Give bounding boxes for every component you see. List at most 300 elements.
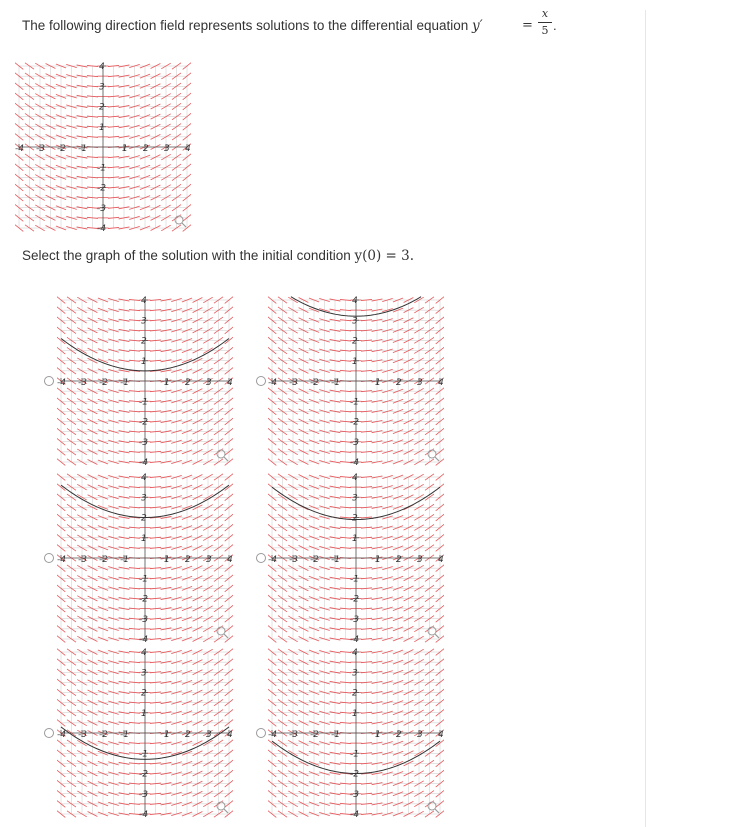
- option-b-slope-mark: [361, 431, 372, 432]
- option-d-x-tick-label: 1: [375, 555, 381, 565]
- option-e-slope-mark: [129, 722, 140, 723]
- option-d-slope-mark: [361, 517, 372, 518]
- option-c-slope-mark: [129, 588, 140, 589]
- main-slope-mark: [108, 86, 119, 87]
- option-c-slope-mark: [150, 527, 161, 528]
- option-c-y-tick-label: -2: [139, 594, 148, 605]
- option-a-y-tick-label: 1: [141, 356, 147, 367]
- main-slope-mark: [108, 157, 119, 158]
- option-c-slope-mark: [150, 507, 161, 508]
- option-c-graph[interactable]: [57, 473, 233, 643]
- main-slope-mark: [87, 197, 98, 198]
- option-b-slope-mark: [361, 401, 372, 402]
- option-f-y-tick-label: 1: [352, 708, 358, 719]
- option-b-x-tick-label: 4: [438, 378, 444, 388]
- main-slope-mark: [87, 106, 98, 107]
- option-f-slope-mark: [361, 763, 372, 764]
- option-b-slope-mark: [361, 461, 372, 462]
- option-c-y-tick-label: 4: [141, 473, 147, 483]
- option-d-y-tick-label: 2: [352, 513, 358, 524]
- question-equals: =: [522, 18, 533, 33]
- option-d-x-tick-label: 3: [417, 555, 423, 565]
- option-b-slope-mark: [340, 299, 351, 300]
- option-c-x-tick-label: -1: [120, 555, 129, 565]
- option-c-slope-mark: [150, 568, 161, 569]
- option-d-y-tick-label: -4: [350, 635, 359, 643]
- option-c-slope-mark: [129, 476, 140, 477]
- option-d-slope-mark: [361, 618, 372, 619]
- option-a-slope-mark: [150, 310, 161, 311]
- option-e-y-tick-label: 1: [141, 708, 147, 719]
- option-b-x-tick-label: -3: [289, 378, 298, 388]
- option-d-slope-mark: [361, 588, 372, 589]
- main-x-tick-label: -1: [78, 144, 87, 154]
- main-slope-mark: [87, 217, 98, 218]
- main-slope-mark: [87, 86, 98, 87]
- main-y-tick-label: -2: [97, 183, 106, 194]
- main-slope-mark: [87, 96, 98, 97]
- option-d-x-tick-label: -4: [268, 555, 277, 565]
- option-e-y-tick-label: -3: [139, 789, 148, 800]
- main-slope-mark: [108, 106, 119, 107]
- option-e-zoom-icon-lens: [217, 802, 225, 810]
- option-c-zoom-icon-lens: [217, 627, 225, 635]
- main-slope-mark: [87, 126, 98, 127]
- option-e-slope-mark: [129, 682, 140, 683]
- option-c-slope-mark: [150, 598, 161, 599]
- option-b-slope-mark: [361, 350, 372, 351]
- option-a-zoom-icon-lens: [217, 450, 225, 458]
- option-b-slope-mark: [340, 360, 351, 361]
- option-b-y-tick-label: 3: [352, 316, 358, 327]
- option-c-x-tick-label: -2: [99, 555, 108, 565]
- option-d-slope-mark: [361, 608, 372, 609]
- option-f-x-tick-label: 2: [396, 730, 402, 740]
- option-e-slope-mark: [150, 651, 161, 652]
- main-y-tick-label: 2: [99, 102, 105, 113]
- option-d-slope-mark: [361, 527, 372, 528]
- option-b-slope-mark: [361, 451, 372, 452]
- option-a-slope-mark: [150, 360, 161, 361]
- question-fraction: [538, 7, 552, 38]
- main-zoom-icon-lens: [175, 216, 183, 224]
- option-a-slope-mark: [150, 299, 161, 300]
- option-d-x-tick-label: -1: [331, 555, 340, 565]
- option-c-slope-mark: [129, 628, 140, 629]
- option-d-x-tick-label: -3: [289, 555, 298, 565]
- main-slope-mark: [108, 65, 119, 66]
- option-c-x-tick-label: 4: [227, 555, 233, 565]
- option-d-graph[interactable]: [268, 473, 444, 643]
- option-e-slope-mark: [150, 783, 161, 784]
- option-f-slope-mark: [361, 793, 372, 794]
- option-e-slope-mark: [129, 692, 140, 693]
- option-d-slope-mark: [340, 497, 351, 498]
- option-d-slope-mark: [340, 517, 351, 518]
- option-e-x-tick-label: 3: [206, 730, 212, 740]
- option-f-slope-mark: [340, 743, 351, 744]
- main-slope-mark: [87, 76, 98, 77]
- option-a-slope-mark: [129, 391, 140, 392]
- option-e-y-tick-label: -1: [139, 749, 148, 760]
- option-a-zoom-icon-handle: [224, 457, 228, 461]
- option-b-zoom-icon-lens: [428, 450, 436, 458]
- option-c-y-tick-label: 3: [141, 493, 147, 504]
- option-c-x-tick-label: 1: [164, 555, 170, 565]
- option-b-slope-mark: [361, 391, 372, 392]
- option-b-slope-mark: [361, 421, 372, 422]
- option-c-slope-mark: [150, 578, 161, 579]
- option-a-y-tick-label: -3: [139, 437, 148, 448]
- option-e-radio[interactable]: [44, 728, 54, 738]
- option-a-slope-mark: [129, 431, 140, 432]
- option-a-x-tick-label: 2: [185, 378, 191, 388]
- option-d-slope-mark: [340, 588, 351, 589]
- option-c-slope-mark: [129, 537, 140, 538]
- option-d-y-tick-label: 1: [352, 533, 358, 544]
- fraction-bar: [538, 22, 552, 23]
- option-e-slope-mark: [150, 692, 161, 693]
- option-d-slope-mark: [361, 476, 372, 477]
- option-f-y-tick-label: 3: [352, 668, 358, 679]
- option-d-slope-mark: [361, 628, 372, 629]
- option-f-slope-mark: [340, 783, 351, 784]
- option-a-slope-mark: [150, 320, 161, 321]
- option-a-x-tick-label: -4: [57, 378, 66, 388]
- option-f-slope-mark: [340, 672, 351, 673]
- option-d-y-tick-label: 4: [352, 473, 358, 483]
- option-f-slope-mark: [340, 803, 351, 804]
- option-a-x-tick-label: -1: [120, 378, 129, 388]
- main-slope-mark: [108, 76, 119, 77]
- option-f-slope-mark: [340, 651, 351, 652]
- option-f-zoom-icon-handle: [435, 809, 439, 813]
- option-f-slope-mark: [361, 672, 372, 673]
- option-a-y-tick-label: -1: [139, 397, 148, 408]
- option-f-x-tick-label: 4: [438, 730, 444, 740]
- option-b-x-tick-label: 3: [417, 378, 423, 388]
- option-e-x-tick-label: 4: [227, 730, 233, 740]
- option-c-slope-mark: [129, 527, 140, 528]
- option-c-slope-mark: [150, 638, 161, 639]
- option-b-zoom-icon-handle: [435, 457, 439, 461]
- main-x-tick-label: 1: [122, 144, 128, 154]
- option-f-slope-mark: [361, 692, 372, 693]
- main-y-tick-label: -1: [97, 163, 106, 174]
- option-d-zoom-icon-lens: [428, 627, 436, 635]
- option-c-y-tick-label: 2: [141, 513, 147, 524]
- option-c-slope-mark: [129, 497, 140, 498]
- option-a-slope-mark: [150, 421, 161, 422]
- option-a-radio[interactable]: [44, 376, 54, 386]
- option-f-slope-mark: [340, 722, 351, 723]
- option-d-x-tick-label: 2: [396, 555, 402, 565]
- option-f-slope-mark: [361, 682, 372, 683]
- option-e-y-tick-label: -2: [139, 769, 148, 780]
- main-slope-mark: [108, 126, 119, 127]
- option-b-radio[interactable]: [256, 376, 266, 386]
- option-a-slope-mark: [129, 411, 140, 412]
- main-x-tick-label: 4: [185, 144, 191, 154]
- option-a-slope-mark: [129, 350, 140, 351]
- option-f-y-tick-label: -4: [350, 810, 359, 818]
- direction-field-main: [15, 62, 191, 232]
- main-slope-mark: [87, 157, 98, 158]
- option-d-slope-mark: [361, 507, 372, 508]
- option-c-x-tick-label: 2: [185, 555, 191, 565]
- option-b-slope-mark: [340, 320, 351, 321]
- option-f-slope-mark: [340, 662, 351, 663]
- option-a-y-tick-label: -2: [139, 417, 148, 428]
- option-c-zoom-icon-handle: [224, 634, 228, 638]
- option-a-y-tick-label: 2: [141, 336, 147, 347]
- main-y-tick-label: 1: [99, 122, 105, 133]
- main-y-tick-label: -4: [97, 224, 106, 232]
- option-a-x-tick-label: -3: [78, 378, 87, 388]
- option-b-y-tick-label: -3: [350, 437, 359, 448]
- question-prefix: The following direction field represents solutions to the differential equation: [22, 18, 473, 33]
- option-d-y-tick-label: -3: [350, 614, 359, 625]
- option-e-slope-mark: [150, 682, 161, 683]
- main-slope-mark: [87, 65, 98, 66]
- option-f-graph[interactable]: [268, 648, 444, 818]
- option-a-x-tick-label: -2: [99, 378, 108, 388]
- option-f-slope-mark: [361, 753, 372, 754]
- prompt-text: [22, 248, 414, 264]
- option-a-slope-mark: [129, 360, 140, 361]
- option-a-slope-mark: [150, 411, 161, 412]
- option-c-x-tick-label: -4: [57, 555, 66, 565]
- option-a-slope-mark: [129, 451, 140, 452]
- option-d-slope-mark: [340, 547, 351, 548]
- option-d-y-tick-label: 3: [352, 493, 358, 504]
- option-d-slope-mark: [361, 497, 372, 498]
- option-b-slope-mark: [340, 391, 351, 392]
- option-b-slope-mark: [361, 370, 372, 371]
- main-slope-mark: [108, 167, 119, 168]
- option-e-slope-mark: [150, 702, 161, 703]
- option-c-y-tick-label: -1: [139, 574, 148, 585]
- option-f-slope-mark: [340, 712, 351, 713]
- main-x-tick-label: 2: [143, 144, 149, 154]
- option-e-slope-mark: [150, 672, 161, 673]
- option-e-slope-mark: [150, 753, 161, 754]
- option-b-slope-mark: [361, 320, 372, 321]
- option-f-x-tick-label: 3: [417, 730, 423, 740]
- option-d-slope-mark: [340, 487, 351, 488]
- option-f-x-tick-label: -4: [268, 730, 277, 740]
- question-period: .: [553, 18, 557, 33]
- option-e-slope-mark: [129, 743, 140, 744]
- option-f-slope-mark: [361, 662, 372, 663]
- option-b-slope-mark: [340, 330, 351, 331]
- option-c-slope-mark: [150, 537, 161, 538]
- main-zoom-icon-handle: [182, 223, 186, 227]
- option-c-slope-mark: [150, 608, 161, 609]
- option-d-slope-mark: [340, 537, 351, 538]
- option-d-slope-mark: [340, 507, 351, 508]
- option-f-slope-mark: [361, 712, 372, 713]
- option-e-slope-mark: [129, 763, 140, 764]
- option-d-slope-mark: [340, 608, 351, 609]
- option-b-slope-mark: [340, 431, 351, 432]
- option-c-x-tick-label: -3: [78, 555, 87, 565]
- prompt-label: Select the graph of the solution with the initial condition: [22, 248, 355, 263]
- option-b-slope-mark: [361, 330, 372, 331]
- option-b-y-tick-label: -4: [350, 458, 359, 466]
- option-e-slope-mark: [129, 803, 140, 804]
- option-e-slope-mark: [150, 763, 161, 764]
- option-d-slope-mark: [361, 487, 372, 488]
- option-b-x-tick-label: -1: [331, 378, 340, 388]
- option-a-slope-mark: [129, 299, 140, 300]
- fraction-numerator: x: [541, 7, 549, 20]
- main-x-tick-label: -2: [57, 144, 66, 154]
- option-f-x-tick-label: -2: [310, 730, 319, 740]
- option-f-slope-mark: [340, 702, 351, 703]
- main-y-tick-label: 3: [99, 82, 105, 93]
- option-a-slope-mark: [150, 451, 161, 452]
- option-e-slope-mark: [150, 712, 161, 713]
- option-e-slope-mark: [150, 803, 161, 804]
- option-c-slope-mark: [150, 547, 161, 548]
- option-b-slope-mark: [340, 310, 351, 311]
- option-f-x-tick-label: -3: [289, 730, 298, 740]
- option-d-slope-mark: [340, 628, 351, 629]
- option-a-slope-mark: [150, 330, 161, 331]
- option-b-y-tick-label: 1: [352, 356, 358, 367]
- option-a-slope-mark: [150, 350, 161, 351]
- option-c-y-tick-label: -3: [139, 614, 148, 625]
- option-a-slope-mark: [129, 330, 140, 331]
- option-a-y-tick-label: -4: [139, 458, 148, 466]
- option-c-y-tick-label: 1: [141, 533, 147, 544]
- option-d-slope-mark: [361, 578, 372, 579]
- option-f-y-tick-label: 4: [352, 648, 358, 658]
- option-b-slope-mark: [340, 411, 351, 412]
- option-d-y-tick-label: -2: [350, 594, 359, 605]
- option-c-slope-mark: [150, 588, 161, 589]
- option-e-y-tick-label: -4: [139, 810, 148, 818]
- option-d-x-tick-label: -2: [310, 555, 319, 565]
- option-b-x-tick-label: 2: [396, 378, 402, 388]
- option-f-slope-mark: [361, 702, 372, 703]
- option-d-radio[interactable]: [256, 553, 266, 563]
- option-e-y-tick-label: 3: [141, 668, 147, 679]
- option-c-slope-mark: [129, 487, 140, 488]
- option-b-slope-mark: [361, 411, 372, 412]
- option-c-radio[interactable]: [44, 553, 54, 563]
- option-b-slope-mark: [361, 360, 372, 361]
- option-d-x-tick-label: 4: [438, 555, 444, 565]
- main-y-tick-label: 4: [99, 62, 105, 72]
- option-d-slope-mark: [361, 537, 372, 538]
- option-e-slope-mark: [129, 712, 140, 713]
- option-f-y-tick-label: -2: [350, 769, 359, 780]
- option-e-slope-mark: [129, 702, 140, 703]
- option-e-slope-mark: [150, 722, 161, 723]
- option-c-slope-mark: [129, 547, 140, 548]
- main-slope-mark: [87, 116, 98, 117]
- main-slope-mark: [108, 217, 119, 218]
- option-a-slope-mark: [129, 340, 140, 341]
- main-x-tick-label: -3: [36, 144, 45, 154]
- option-b-y-tick-label: -2: [350, 417, 359, 428]
- option-b-graph[interactable]: [268, 296, 444, 466]
- main-slope-mark: [108, 227, 119, 228]
- option-c-y-tick-label: -4: [139, 635, 148, 643]
- option-e-slope-mark: [129, 651, 140, 652]
- initial-condition: y(0) = 3.: [354, 248, 414, 264]
- main-slope-mark: [87, 136, 98, 137]
- option-e-slope-mark: [150, 743, 161, 744]
- option-f-x-tick-label: -1: [331, 730, 340, 740]
- option-b-slope-mark: [340, 451, 351, 452]
- option-f-radio[interactable]: [256, 728, 266, 738]
- option-a-x-tick-label: 4: [227, 378, 233, 388]
- option-b-x-tick-label: -2: [310, 378, 319, 388]
- option-c-x-tick-label: 3: [206, 555, 212, 565]
- option-a-graph[interactable]: [57, 296, 233, 466]
- option-c-slope-mark: [129, 608, 140, 609]
- option-e-slope-mark: [129, 783, 140, 784]
- option-d-zoom-icon-handle: [435, 634, 439, 638]
- option-b-y-tick-label: -1: [350, 397, 359, 408]
- option-d-y-tick-label: -1: [350, 574, 359, 585]
- option-e-slope-mark: [129, 662, 140, 663]
- option-f-slope-mark: [361, 722, 372, 723]
- option-f-slope-mark: [340, 763, 351, 764]
- option-f-slope-mark: [361, 783, 372, 784]
- option-b-slope-mark: [361, 340, 372, 341]
- option-c-slope-mark: [150, 628, 161, 629]
- option-e-slope-mark: [150, 773, 161, 774]
- option-e-x-tick-label: -1: [120, 730, 129, 740]
- option-b-x-tick-label: -4: [268, 378, 277, 388]
- option-b-slope-mark: [340, 340, 351, 341]
- option-a-y-tick-label: 4: [141, 296, 147, 306]
- option-b-slope-mark: [361, 310, 372, 311]
- option-d-slope-mark: [361, 638, 372, 639]
- main-x-tick-label: 3: [164, 144, 170, 154]
- option-e-x-tick-label: 2: [185, 730, 191, 740]
- question-text: [22, 17, 483, 35]
- option-e-slope-mark: [129, 672, 140, 673]
- option-b-slope-mark: [340, 370, 351, 371]
- main-slope-mark: [108, 116, 119, 117]
- option-c-slope-mark: [129, 568, 140, 569]
- option-e-x-tick-label: -3: [78, 730, 87, 740]
- option-a-slope-mark: [150, 461, 161, 462]
- option-e-x-tick-label: -2: [99, 730, 108, 740]
- option-e-y-tick-label: 4: [141, 648, 147, 658]
- option-f-y-tick-label: -3: [350, 789, 359, 800]
- option-f-slope-mark: [340, 692, 351, 693]
- main-slope-mark: [108, 96, 119, 97]
- fraction-denominator: 5: [541, 24, 549, 37]
- main-slope-mark: [108, 136, 119, 137]
- option-b-x-tick-label: 1: [375, 378, 381, 388]
- option-c-slope-mark: [150, 497, 161, 498]
- option-f-slope-mark: [361, 651, 372, 652]
- option-e-graph[interactable]: [57, 648, 233, 818]
- option-d-slope-mark: [361, 568, 372, 569]
- option-f-slope-mark: [340, 682, 351, 683]
- option-b-slope-mark: [361, 299, 372, 300]
- option-a-slope-mark: [150, 340, 161, 341]
- option-e-x-tick-label: -4: [57, 730, 66, 740]
- option-b-slope-mark: [340, 350, 351, 351]
